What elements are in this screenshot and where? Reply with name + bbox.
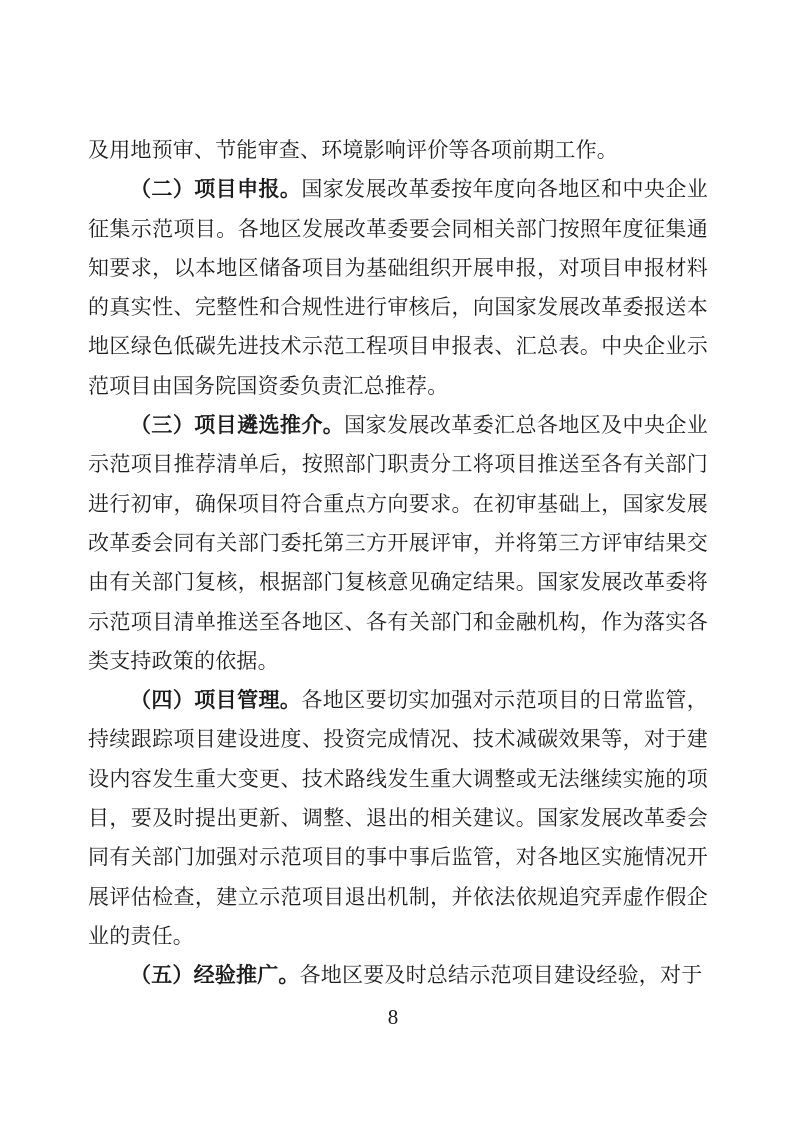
paragraph-lead: （四）项目管理。 [130,688,302,713]
paragraph-item-3 [88,406,708,681]
paragraph-lead: （三）项目遴选推介。 [130,413,345,438]
paragraph-item-4 [88,681,708,956]
paragraph-text: 及用地预审、节能审查、环境影响评价等各项前期工作。 [88,138,618,162]
page-number: 8 [387,1005,399,1029]
paragraph-text: 国家发展改革委按年度向各地区和中央企业征集示范项目。各地区发展改革委要会同相关部门按照年度征集通知要求，以本地区储备项目为基础组织开展申报，对项目申报材料的真实性、完整性和合规性进行审核后，向国家发展改革委报送本地区绿色低碳先进技术示范工程项目申报表、汇总表。中央企业示范项目由国务院国资委负责汇总推荐。 [88,177,708,398]
paragraph-lead: （二）项目申报。 [130,177,302,202]
paragraph-text: 各地区要及时总结示范项目建设经验，对于 [299,963,703,988]
paragraph-lead: （五）经验推广。 [130,963,300,988]
paragraph-continuation [88,131,708,170]
paragraph-text: 国家发展改革委汇总各地区及中央企业示范项目推荐清单后，按照部门职责分工将项目推送至各有关部门进行初审，确保项目符合重点方向要求。在初审基础上，国家发展改革委会同有关部门委托第三方开展评审，并将第三方评审结果交由有关部门复核，根据部门复核意见确定结果。国家发展改革委将示范项目清单推送至各地区、各有关部门和金融机构，作为落实各类支持政策的依据。 [88,413,708,673]
paragraph-text: 各地区要切实加强对示范项目的日常监管，持续跟踪项目建设进度、投资完成情况、技术减碳效果等，对于建设内容发生重大变更、技术路线发生重大调整或无法继续实施的项目，要及时提出更新、调整、退出的相关建议。国家发展改革委会同有关部门加强对示范项目的事中事后监管，对各地区实施情况开展评估检查，建立示范项目退出机制，并依法依规追究弄虚作假企业的责任。 [88,688,708,948]
paragraph-item-2 [88,170,708,406]
paragraph-item-5 [88,956,708,995]
page-body [88,131,708,996]
